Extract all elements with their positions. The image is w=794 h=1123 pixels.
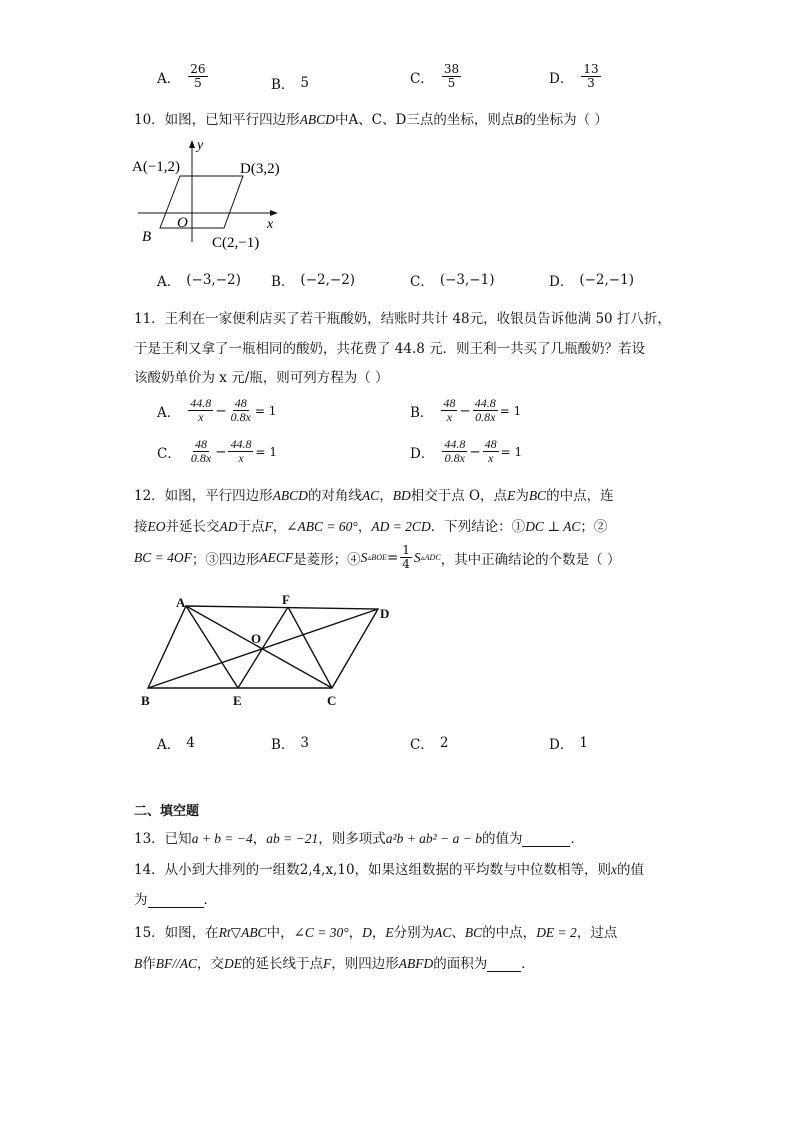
option-text: 5 — [300, 75, 310, 91]
label-f: F — [282, 592, 290, 607]
parallelogram-abcd — [160, 176, 243, 228]
q11-option-a: A． $\frac{44.8}{x}$ − $\frac{48}{0.8x}$ = 1 — [157, 396, 277, 424]
option-label: A． — [157, 70, 181, 87]
fraction: $\frac{38}{5}$ — [443, 62, 460, 90]
option-label: B． — [271, 77, 295, 93]
q10-option-a: A． (−3,−2) — [157, 272, 241, 290]
section-title: 二、填空题 — [134, 804, 200, 819]
label-b: B — [142, 229, 152, 245]
option-label: D． — [549, 70, 574, 87]
q12-option-c: C． 2 — [410, 735, 449, 753]
y-axis-arrow — [189, 140, 195, 148]
q12-line-3: BC = 4OF ；③四边形 AECF 是菱形；④ S ▵BOE = $\frac{1}{4}$ S ▵ADC ，其中正确结论的个数是（ ） — [134, 543, 621, 571]
label-x: x — [267, 217, 274, 232]
q12-figure — [138, 590, 398, 715]
q9-option-d — [549, 63, 603, 90]
fraction: $\frac{26}{5}$ — [190, 62, 206, 90]
label-c: C — [327, 693, 337, 708]
q10-option-d: D． (−2,−1) — [549, 272, 634, 290]
option-label: C． — [410, 70, 434, 87]
segment-ef — [238, 607, 288, 688]
answer-blank[interactable] — [487, 959, 521, 972]
q9-option-c — [410, 63, 463, 90]
x-axis-arrow — [270, 210, 278, 216]
q12-option-d: D． 1 — [549, 735, 588, 753]
q12-option-a: A． 4 — [157, 735, 195, 753]
label-a: A(−1,2) — [132, 159, 181, 175]
answer-blank[interactable] — [148, 895, 204, 908]
label-a: A — [176, 595, 186, 610]
q10-figure — [130, 136, 290, 256]
q10-option-c: C． (−3,−1) — [410, 272, 495, 290]
q11-line-1: 11．王利在一家便利店买了若干瓶酸奶，结账时共计 48元，收银员告诉他满 50 打八折， — [134, 311, 671, 327]
q15-line-1: 15．如图，在Rt▽ABC中，∠C = 30°，D，E分别为AC、BC的中点，DE = 2，过点 — [134, 925, 618, 941]
q15-line-2: B作BF//AC，交DE的延长线于点F，则四边形ABFD的面积为 ． — [134, 956, 535, 972]
q11-line-2: 于是王利又拿了一瓶相同的酸奶，共花费了 44.8 元．则王利一共买了几瓶酸奶？若设 — [134, 341, 646, 357]
q12-line-1: 12．如图，平行四边形ABCD的对角线AC，BD相交于点 O，点E为BC的中点，连 — [134, 488, 614, 504]
fraction: $\frac{13}{3}$ — [583, 62, 599, 90]
label-b: B — [141, 693, 150, 708]
label-y: y — [197, 138, 204, 153]
label-e: E — [233, 693, 242, 708]
q10-option-b: B． (−2,−2) — [271, 272, 356, 290]
q9-option-a — [157, 63, 210, 90]
q12-line-2: 接EO并延长交AD于点F，∠ABC = 60°，AD = 2CD．下列结论：①DC ⊥ AC；② — [134, 519, 608, 535]
label-o: O — [251, 631, 262, 646]
q9-option-b — [271, 73, 309, 93]
q11-option-d: D． $\frac{44.8}{0.8x}$ − $\frac{48}{x}$ = 1 — [410, 437, 523, 465]
segment-ae — [186, 606, 238, 688]
q14-line-1: 14．从小到大排列的一组数2,4,x,10，如果这组数据的平均数与中位数相等，则x的值 — [134, 862, 645, 878]
label-d: D — [380, 606, 390, 621]
q11-line-3: 该酸奶单价为 x 元/瓶，则可列方程为（ ） — [134, 370, 389, 386]
answer-blank[interactable] — [522, 834, 570, 847]
label-c: C(2,−1) — [212, 235, 260, 251]
q12-option-b: B． 3 — [271, 735, 310, 753]
q13-line: 13．已知a + b = −4，ab = −21，则多项式a²b + ab² − a − b的值为 ． — [134, 831, 584, 847]
q11-option-b: B． $\frac{48}{x}$ − $\frac{44.8}{0.8x}$ = 1 — [410, 396, 522, 424]
q11-option-c: C． $\frac{48}{0.8x}$ − $\frac{44.8}{x}$ = 1 — [157, 437, 277, 465]
q14-line-2: 为 ． — [134, 892, 217, 908]
label-d: D(3,2) — [240, 161, 280, 177]
label-o: O — [177, 215, 188, 231]
q10-stem: 10．如图，已知平行四边形ABCD中A、C、D三点的坐标，则点B的坐标为（ ） — [134, 112, 608, 128]
